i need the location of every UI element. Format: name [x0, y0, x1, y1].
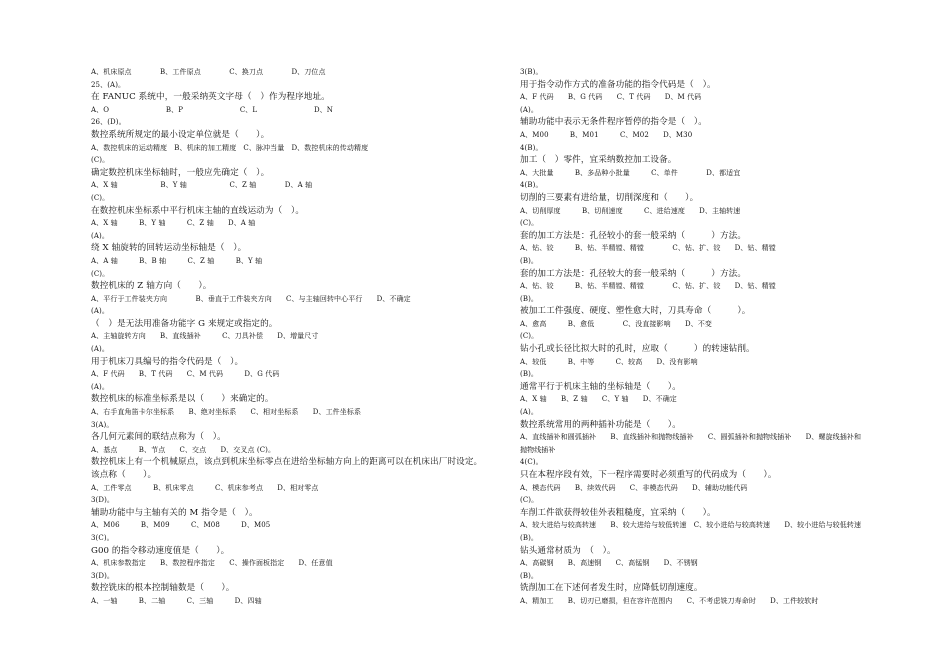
answer-options: A、较低 B、中等 C、较高 D、没有影响 — [520, 357, 698, 366]
answer-key: 3(D)。 — [91, 496, 115, 505]
answer-options: A、一轴 B、二轴 C、三轴 D、四轴 — [91, 596, 262, 605]
answer-options: A、X 轴 B、Y 轴 C、Z 轴 D、A 轴 — [91, 181, 313, 190]
question-text: 该点称（ ）。 — [91, 470, 157, 480]
question-text: 绕 X 轴旋转的回转运动坐标轴是（ ）。 — [91, 243, 247, 254]
question-text: 通常平行于机床主轴的坐标轴是（ ）。 — [520, 381, 681, 392]
right-column — [520, 66, 915, 608]
answer-key: 26、(D)。 — [91, 118, 126, 127]
answer-options: A、A 轴 B、B 轴 C、Z 轴 B、Y 轴 — [91, 256, 263, 265]
answer-options: A、平行于工件装夹方向 B、垂直于工件装夹方向 C、与主轴回转中心平行 D、不确定 — [91, 294, 411, 303]
answer-key: (A)。 — [91, 231, 109, 240]
answer-key: (C)。 — [91, 193, 110, 202]
question-text: 数控机床上有一个机械原点，该点到机床坐标零点在进给坐标轴方向上的距离可以在机床出厂时设定。 — [91, 457, 483, 468]
answer-options: A、较大进给与较高转速 B、较大进给与较低转速 C、较小进给与较高转速 D、较小进给与较低转速 — [520, 521, 862, 530]
answer-options: A、主轴旋转方向 B、直线插补 C、刀具补偿 D、增量尺寸 — [91, 332, 319, 341]
answer-options: A、钻、铰 B、钻、半精镗、精镗 C、钻、扩、铰 D、钻、精镗 — [520, 282, 776, 291]
answer-options: A、机床参数指定 B、数控程序指定 C、操作面板指定 D、任意值 — [91, 559, 333, 568]
answer-options: A、模态代码 B、续效代码 C、非模态代码 D、辅助功能代码 — [520, 483, 748, 492]
question-text: 在 FANUC 系统中，一般采纳英文字母（ ）作为程序地址。 — [91, 92, 330, 103]
question-text: 加工（ ）零件，宜采纳数控加工设备。 — [520, 155, 677, 166]
answer-key: (A)。 — [91, 345, 109, 354]
answer-key: (B)。 — [520, 533, 539, 542]
question-text: 各几何元素间的联结点称为（ ）。 — [91, 432, 226, 443]
answer-options: A、O B、P C、L D、N — [91, 105, 333, 114]
answer-options: A、直线插补和圆弧插补 B、直线插补和抛物线插补 C、圆弧插补和抛物线插补 D、螺旋线插补和 — [520, 433, 862, 442]
answer-options: A、数控机床的运动精度 B、机床的加工精度 C、脉冲当量 D、数控机床的传动精度 — [91, 143, 369, 152]
question-text: 用于机床刀具编号的指令代码是（ ）。 — [91, 356, 244, 367]
question-text: 钻小孔或长径比拟大时的孔时，应取（ ）的转速钻削。 — [520, 344, 755, 355]
answer-options: A、基点 B、节点 C、交点 D、交叉点 (C)。 — [91, 445, 276, 454]
question-text: 数控系统所规定的最小设定单位就是（ ）。 — [91, 129, 270, 140]
answer-options: A、F 代码 B、G 代码 C、T 代码 D、M 代码 — [520, 93, 702, 102]
question-text: （ ）是无法用准备功能字 G 来规定或指定的。 — [91, 318, 278, 329]
answer-key: 4(B)。 — [520, 181, 543, 190]
answer-key: 3(B)。 — [520, 68, 543, 76]
answer-key: (C)。 — [520, 332, 539, 341]
question-text: 钻头通常材质为 （ ）。 — [520, 545, 616, 556]
answer-key: (C)。 — [91, 269, 110, 278]
question-text: 辅助功能中与主轴有关的 M 指令是（ ）。 — [91, 507, 258, 518]
answer-key: (A)。 — [520, 408, 538, 417]
question-text: 车削工件欲获得较佳外表粗糙度，宜采纳（ ）。 — [520, 507, 716, 518]
answer-key: 4(B)。 — [520, 143, 543, 152]
answer-options: A、工件零点 B、机床零点 C、机床参考点 D、相对零点 — [91, 483, 319, 492]
answer-options: A、高碳钢 B、高速钢 C、高锰钢 D、不锈钢 — [520, 559, 698, 568]
answer-key: (A)。 — [91, 382, 109, 391]
answer-options: A、大批量 B、多品种小批量 C、单件 D、都适宜 — [520, 168, 741, 177]
answer-key: (A)。 — [91, 307, 109, 316]
answer-key: (B)。 — [520, 370, 539, 379]
question-text: 确定数控机床坐标轴时，一般应先确定（ ）。 — [91, 167, 270, 178]
answer-options: A、右手直角笛卡尔坐标系 B、绝对坐标系 C、相对坐标系 D、工件坐标系 — [91, 408, 362, 417]
question-text: 在数控机床坐标系中平行机床主轴的直线运动为（ ）。 — [91, 205, 305, 216]
answer-options: A、F 代码 B、T 代码 C、M 代码 D、G 代码 — [91, 370, 280, 379]
answer-options: A、M06 B、M09 C、M08 D、M05 — [91, 521, 271, 530]
answer-key: 4(C)。 — [520, 458, 543, 467]
question-text: 辅助功能中表示无条件程序暂停的指令是（ ）。 — [520, 117, 707, 128]
question-text: 数控铣床的根本控制轴数是（ ）。 — [91, 583, 235, 594]
left-column — [91, 66, 496, 608]
answer-options: A、X 轴 B、Z 轴 C、Y 轴 D、不确定 — [520, 395, 677, 404]
question-text: 铣削加工在下述何者发生时，应降低切削速度。 — [520, 583, 703, 594]
answer-key: 3(C)。 — [91, 533, 114, 542]
answer-key: 3(D)。 — [91, 571, 115, 580]
answer-key: (B)。 — [520, 571, 539, 580]
question-text: 数控机床的标准坐标系是以（ ）来确定的。 — [91, 394, 274, 405]
answer-options: A、机床原点 B、工件原点 C、换刀点 D、刀位点 — [91, 68, 326, 76]
answer-options: A、X 轴 B、Y 轴 C、Z 轴 D、A 轴 — [91, 219, 256, 228]
answer-options: A、精加工 B、切刃已磨损，但在容许范围内 C、不考虑铣刀寿命时 D、工件较软时 — [520, 596, 819, 605]
question-text: G00 的指令移动速度值是（ ）。 — [91, 545, 230, 556]
answer-key: (C)。 — [520, 219, 539, 228]
answer-key: (B)。 — [520, 294, 539, 303]
answer-key: (B)。 — [520, 256, 539, 265]
question-text: 用于指令动作方式的准备功能的指令代码是（ ）。 — [520, 79, 716, 90]
answer-key: (C)。 — [520, 496, 539, 505]
question-text: 套的加工方法是：孔径较大的套一般采纳（ ）方法。 — [520, 268, 747, 279]
question-text: 数控系统常用的两种插补功能是（ ）。 — [520, 419, 681, 430]
question-text: 只在本程序段有效，下一程序需要时必须重写的代码成为（ ）。 — [520, 470, 777, 480]
question-text: 被加工工件强度、硬度、塑性愈大时，刀具寿命（ ）。 — [520, 306, 751, 317]
answer-key: (A)。 — [520, 105, 538, 114]
answer-options: A、愈高 B、愈低 C、没直接影响 D、不变 — [520, 319, 712, 328]
answer-key: 3(A)。 — [91, 420, 114, 429]
question-text: 切削的三要素有进给量，切削深度和（ ）。 — [520, 192, 699, 203]
question-text: 套的加工方法是：孔径较小的套一般采纳（ ）方法。 — [520, 230, 747, 241]
answer-options: A、切削厚度 B、切削速度 C、进给速度 D、主轴转速 — [520, 206, 741, 215]
question-text: 数控机床的 Z 轴方向（ ）。 — [91, 281, 212, 292]
answer-options: A、钻、铰 B、钻、半精镗、精镗 C、钻、扩、铰 D、钻、精镗 — [520, 244, 776, 253]
answer-key: (C)。 — [91, 156, 110, 165]
answer-options: 抛物线插补 — [520, 445, 556, 454]
answer-options: A、M00 B、M01 C、M02 D、M30 — [520, 130, 693, 139]
answer-key: 25、(A)。 — [91, 80, 126, 89]
